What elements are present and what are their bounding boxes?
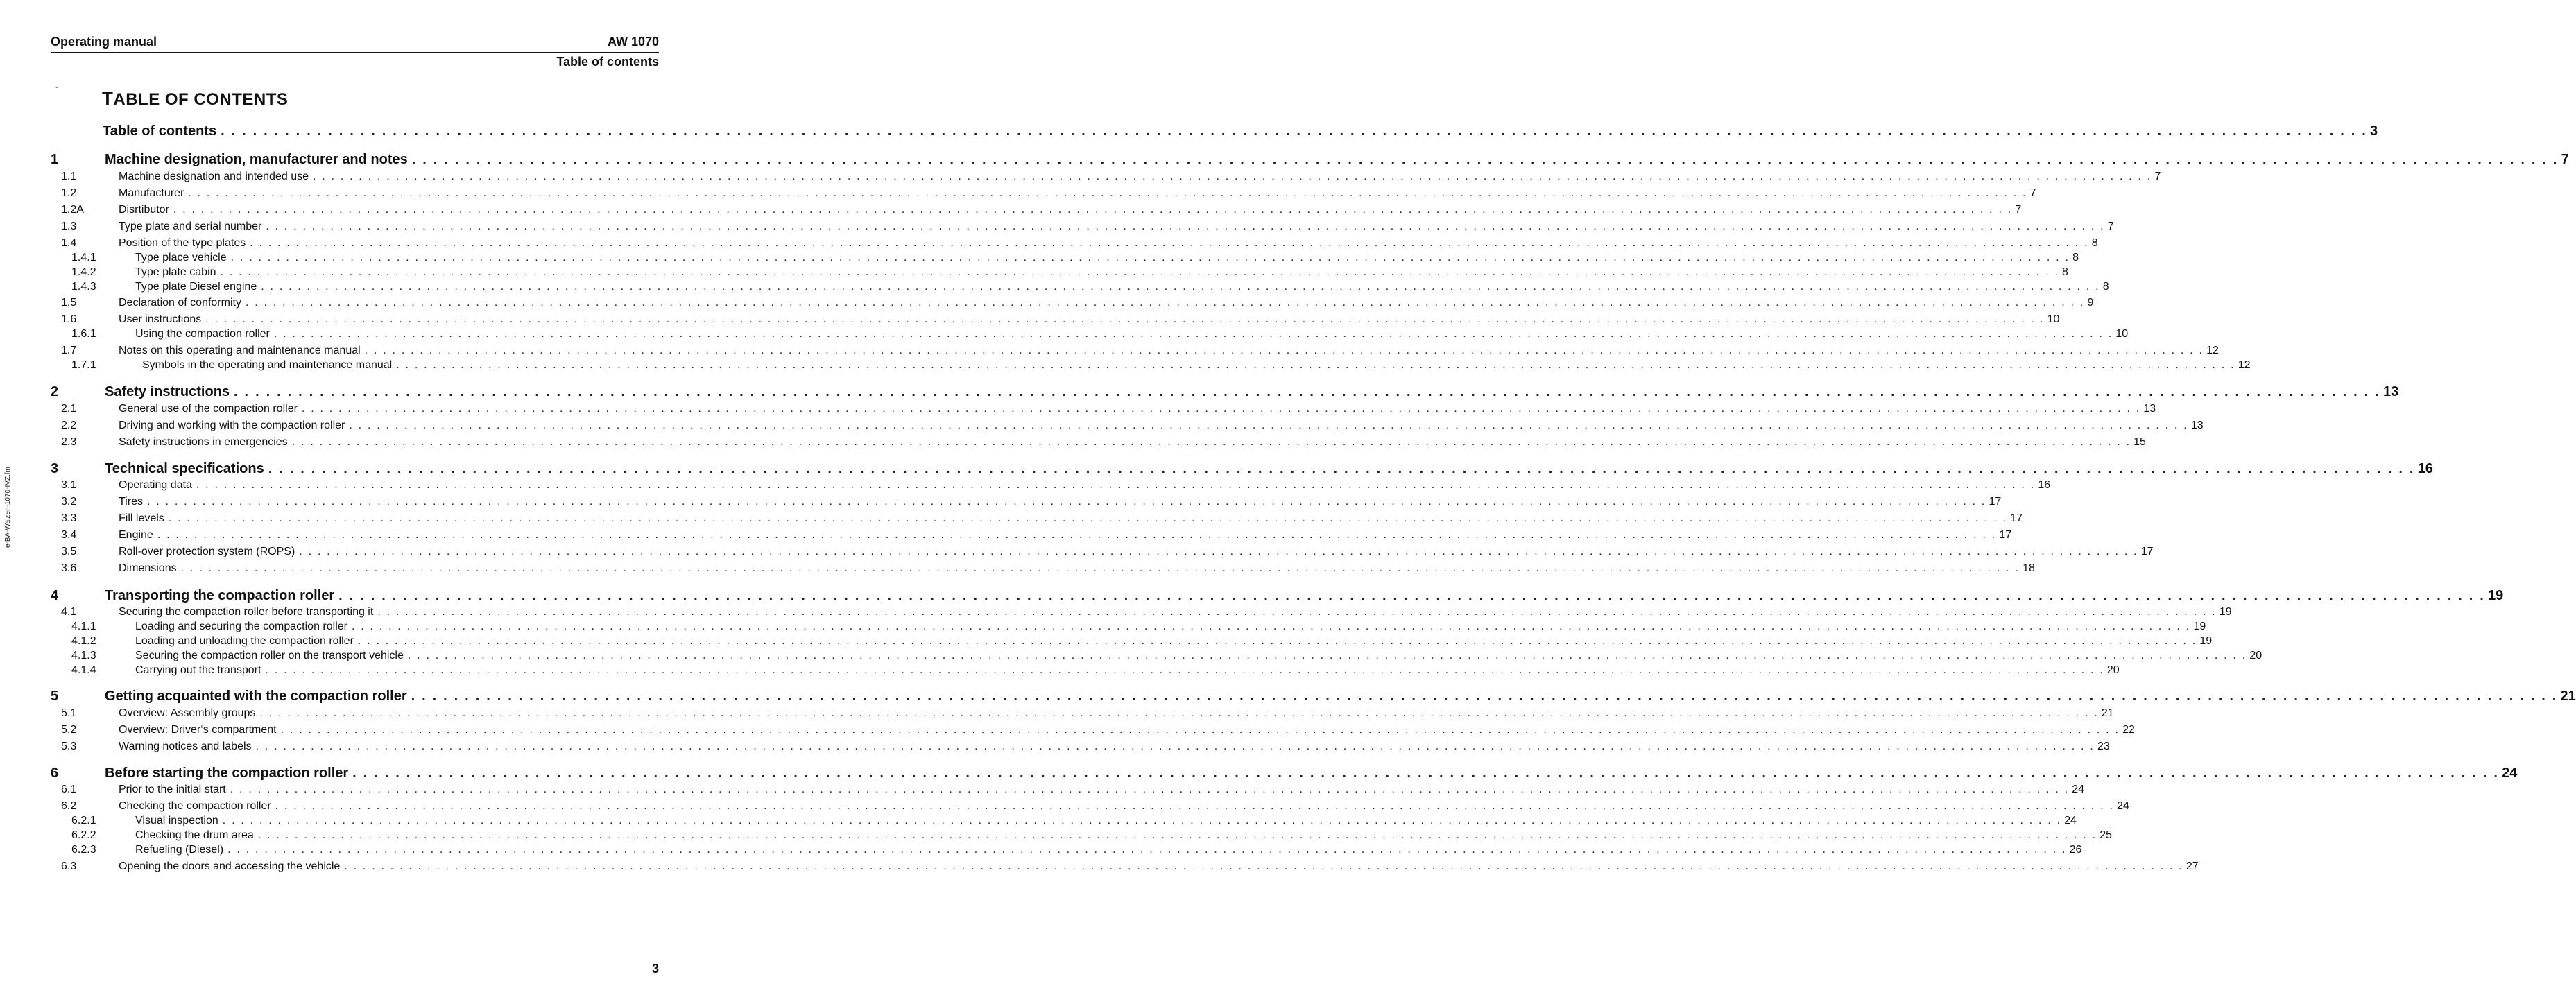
- toc-entry-line: [119, 606, 2232, 618]
- toc-leader-dots: . . . . . . . . . . . . . . . . . . . . . . . . . . . . . . . . . . . . . . . . . . . . . . . . . . . . . . . . . . . . . . . . . . . . . . . . . . . . . . . . . . . . . . . . . . . . . . . . . . . . . . . . . . . . . . . . . . . . . . . . . . . . . . . . . . . . . . . . . . . . . . . . . . . . . . . . . . . . . . . . . . . . . . . . . . . . . . . . . . . . . . . . . . . . . . . . . . . . . . . .: [255, 741, 2095, 752]
- toc-entry-line: [119, 436, 2146, 449]
- toc-entry-title: Using the compaction roller: [135, 328, 270, 340]
- toc-entry-title: User instructions: [119, 313, 202, 325]
- header-rule: [51, 52, 659, 53]
- toc-entry-page: 21: [2101, 707, 2114, 719]
- toc-entry-line: [119, 297, 2094, 309]
- toc-entry-number: 2.3: [61, 436, 77, 448]
- toc-leader-dots: . . . . . . . . . . . . . . . . . . . . . . . . . . . . . . . . . . . . . . . . . . . . . . . . . . . . . . . . . . . . . . . . . . . . . . . . . . . . . . . . . . . . . . . . . . . . . . . . . . . . . . . . . . . . . . . . . . . . . . . . . . . . . . . . . . . . . . . . . . . . . . . . . . . . . . . . . . . . . . . . . . . . . . . . . . . . . . . . . . . . . . . . . . . . . . . . . . . . . . . .: [411, 689, 2558, 704]
- toc-leader-dots: . . . . . . . . . . . . . . . . . . . . . . . . . . . . . . . . . . . . . . . . . . . . . . . . . . . . . . . . . . . . . . . . . . . . . . . . . . . . . . . . . . . . . . . . . . . . . . . . . . . . . . . . . . . . . . . . . . . . . . . . . . . . . . . . . . . . . . . . . . . . . . . . . . . . . . . . . . . . . . . . . . . . . . . . . . . . . . . . . . . . . . . . . . . . . . . . . . . . . . . .: [230, 252, 2070, 263]
- toc-entry-line: [119, 724, 2135, 736]
- toc-entry-line: [135, 650, 2262, 662]
- toc-leader-dots: . . . . . . . . . . . . . . . . . . . . . . . . . . . . . . . . . . . . . . . . . . . . . . . . . . . . . . . . . . . . . . . . . . . . . . . . . . . . . . . . . . . . . . . . . . . . . . . . . . . . . . . . . . . . . . . . . . . . . . . . . . . . . . . . . . . . . . . . . . . . . . . . . . . . . . . . . . . . . . . . . . . . . . . . . . . . . . . . . . . . . . . . . . . . . . . . . . . . . . . .: [357, 635, 2197, 647]
- toc-entry-title: Loading and unloading the compaction roller: [135, 635, 354, 647]
- toc-entry-number: 1.4.2: [71, 266, 96, 278]
- toc-entry-line: [119, 860, 2199, 873]
- toc-leader-dots: . . . . . . . . . . . . . . . . . . . . . . . . . . . . . . . . . . . . . . . . . . . . . . . . . . . . . . . . . . . . . . . . . . . . . . . . . . . . . . . . . . . . . . . . . . . . . . . . . . . . . . . . . . . . . . . . . . . . . . . . . . . . . . . . . . . . . . . . . . . . . . . . . . . . . . . . . . . . . . . . . . . . . . . . . . . . . . . . . . . . . . . . . . . . . . . . . . . . . . . .: [180, 562, 2020, 574]
- toc-entry-title: Safety instructions: [105, 384, 230, 399]
- toc-entry-number: 5.3: [61, 741, 77, 752]
- header-manual-label: Operating manual: [51, 35, 157, 49]
- toc-entry-line: [135, 281, 2109, 293]
- toc-entry-line: [119, 345, 2219, 357]
- toc-entry-title: Transporting the compaction roller: [105, 588, 335, 603]
- toc-entry-number: 1.5: [61, 297, 77, 309]
- toc-entry-line: [119, 707, 2114, 720]
- toc-entry-page: 13: [2143, 403, 2156, 415]
- toc-entry-number: 1.6: [61, 313, 77, 325]
- toc-entry-number: 1.2A: [61, 204, 84, 216]
- toc-entry-line: [119, 562, 2035, 575]
- toc-entry-number: 1.2: [61, 187, 77, 199]
- toc-leader-dots: . . . . . . . . . . . . . . . . . . . . . . . . . . . . . . . . . . . . . . . . . . . . . . . . . . . . . . . . . . . . . . . . . . . . . . . . . . . . . . . . . . . . . . . . . . . . . . . . . . . . . . . . . . . . . . . . . . . . . . . . . . . . . . . . . . . . . . . . . . . . . . . . . . . . . . . . . . . . . . . . . . . . . . . . . . . . . . . . . . . . . . . . . . . . . . . . . . . . . . . .: [377, 606, 2217, 618]
- toc-entry-number: 5.1: [61, 707, 77, 719]
- toc-leader-dots: . . . . . . . . . . . . . . . . . . . . . . . . . . . . . . . . . . . . . . . . . . . . . . . . . . . . . . . . . . . . . . . . . . . . . . . . . . . . . . . . . . . . . . . . . . . . . . . . . . . . . . . . . . . . . . . . . . . . . . . . . . . . . . . . . . . . . . . . . . . . . . . . . . . . . . . . . . . . . . . . . . . . . . . . . . . . . . . . . . . . . . . . . . . . . . . . . . . . . . . .: [312, 171, 2152, 182]
- toc-entry-number: 1.7.1: [71, 359, 96, 371]
- toc-entry-title: Fill levels: [119, 512, 164, 524]
- toc-entry-title: Carrying out the transport: [135, 664, 261, 676]
- toc-leader-dots: . . . . . . . . . . . . . . . . . . . . . . . . . . . . . . . . . . . . . . . . . . . . . . . . . . . . . . . . . . . . . . . . . . . . . . . . . . . . . . . . . . . . . . . . . . . . . . . . . . . . . . . . . . . . . . . . . . . . . . . . . . . . . . . . . . . . . . . . . . . . . . . . . . . . . . . . . . . . . . . . . . . . . . . . . . . . . . . . . . . . . . . . . . . . . . . . . . . . . . . .: [273, 328, 2113, 340]
- toc-entry-title: Safety instructions in emergencies: [119, 436, 288, 448]
- toc-entry-page: 7: [2107, 220, 2114, 232]
- toc-entry-page: 19: [2199, 635, 2213, 647]
- toc-entry-line: [119, 403, 2156, 415]
- toc-entry-title: Checking the compaction roller: [119, 800, 271, 812]
- toc-entry-number: 3.5: [61, 546, 77, 557]
- toc-entry-page: 17: [1989, 496, 2002, 508]
- toc-entry-number: 1.6.1: [71, 328, 96, 340]
- toc-entry-title: Checking the drum area: [135, 829, 254, 841]
- toc-leader-dots: . . . . . . . . . . . . . . . . . . . . . . . . . . . . . . . . . . . . . . . . . . . . . . . . . . . . . . . . . . . . . . . . . . . . . . . . . . . . . . . . . . . . . . . . . . . . . . . . . . . . . . . . . . . . . . . . . . . . . . . . . . . . . . . . . . . . . . . . . . . . . . . . . . . . . . . . . . . . . . . . . . . . . . . . . . . . . . . . . . . . . . . . . . . . . . . . . . . . . . . .: [299, 546, 2138, 557]
- toc-entry-line: [119, 419, 2204, 432]
- toc-leader-dots: . . . . . . . . . . . . . . . . . . . . . . . . . . . . . . . . . . . . . . . . . . . . . . . . . . . . . . . . . . . . . . . . . . . . . . . . . . . . . . . . . . . . . . . . . . . . . . . . . . . . . . . . . . . . . . . . . . . . . . . . . . . . . . . . . . . . . . . . . . . . . . . . . . . . . . . . . . . . . . . . . . . . . . . . . . . . . . . . . . . . . . . . . . . . . . . . . . . . . . . .: [344, 860, 2183, 872]
- toc-entry-line: [103, 123, 2378, 139]
- page-title: [102, 88, 288, 110]
- toc-entry-line: [105, 461, 2433, 477]
- toc-entry-page: 12: [2238, 359, 2251, 371]
- toc-entry-line: [119, 800, 2129, 813]
- toc-entry-page: 22: [2122, 724, 2135, 736]
- toc-entry-number: 1: [51, 152, 59, 167]
- toc-entry-page: 3: [2370, 123, 2378, 139]
- toc-entry-title: Before starting the compaction roller: [105, 765, 349, 781]
- toc-leader-dots: . . . . . . . . . . . . . . . . . . . . . . . . . . . . . . . . . . . . . . . . . . . . . . . . . . . . . . . . . . . . . . . . . . . . . . . . . . . . . . . . . . . . . . . . . . . . . . . . . . . . . . . . . . . . . . . . . . . . . . . . . . . . . . . . . . . . . . . . . . . . . . . . . . . . . . . . . . . . . . . . . . . . . . . . . . . . . . . . . . . . . . . . . . . . . . . . . . . . . . . .: [157, 529, 1997, 541]
- toc-entry-page: 7: [2154, 171, 2161, 182]
- toc-entry-line: [119, 529, 2012, 542]
- toc-entry-number: 1.3: [61, 220, 77, 232]
- toc-entry-number: 4.1.2: [71, 635, 96, 647]
- toc-entry-number: 4.1.3: [71, 650, 96, 661]
- toc-leader-dots: . . . . . . . . . . . . . . . . . . . . . . . . . . . . . . . . . . . . . . . . . . . . . . . . . . . . . . . . . . . . . . . . . . . . . . . . . . . . . . . . . . . . . . . . . . . . . . . . . . . . . . . . . . . . . . . . . . . . . . . . . . . . . . . . . . . . . . . . . . . . . . . . . . . . . . . . . . . . . . . . . . . . . . . . . . . . . . . . . . . . . . . . . . . . . . . . . . . . . . . .: [265, 664, 2104, 676]
- toc-entry-line: [135, 635, 2213, 648]
- toc-leader-dots: . . . . . . . . . . . . . . . . . . . . . . . . . . . . . . . . . . . . . . . . . . . . . . . . . . . . . . . . . . . . . . . . . . . . . . . . . . . . . . . . . . . . . . . . . . . . . . . . . . . . . . . . . . . . . . . . . . . . . . . . . . . . . . . . . . . . . . . . . . . . . . . . . . . . . . . . . . . . . . . . . . . . . . . . . . . . . . . . . . . . . . . . . . . . . . . . . . . . . . . .: [245, 297, 2085, 309]
- toc-entry-line: [135, 829, 2113, 842]
- toc-leader-dots: . . . . . . . . . . . . . . . . . . . . . . . . . . . . . . . . . . . . . . . . . . . . . . . . . . . . . . . . . . . . . . . . . . . . . . . . . . . . . . . . . . . . . . . . . . . . . . . . . . . . . . . . . . . . . . . . . . . . . . . . . . . . . . . . . . . . . . . . . . . . . . . . . . . . . . . . . . . . . . . . . . . . . . . . . . . . . . . . . . . . . . . . . . . . . . . . . . . . . . . .: [168, 512, 2008, 524]
- toc-leader-dots: . . . . . . . . . . . . . . . . . . . . . . . . . . . . . . . . . . . . . . . . . . . . . . . . . . . . . . . . . . . . . . . . . . . . . . . . . . . . . . . . . . . . . . . . . . . . . . . . . . . . . . . . . . . . . . . . . . . . . . . . . . . . . . . . . . . . . . . . . . . . . . . . . . . . . . . . . . . . . . . . . . . . . . . . . . . . . . . . . . . . . . . . . . . . . . . . . . . . . . . .: [173, 204, 2013, 216]
- toc-entry-page: 20: [2249, 650, 2262, 661]
- toc-entry-number: 3.4: [61, 529, 77, 541]
- title-rest-2: CONTENTS: [194, 90, 289, 109]
- toc-entry-page: 27: [2186, 860, 2199, 872]
- toc-entry-title: Visual inspection: [135, 815, 218, 826]
- toc-entry-number: 5.2: [61, 724, 77, 736]
- toc-entry-page: 19: [2193, 621, 2206, 632]
- toc-entry-page: 24: [2064, 815, 2077, 826]
- toc-entry-line: [135, 621, 2206, 633]
- toc-leader-dots: . . . . . . . . . . . . . . . . . . . . . . . . . . . . . . . . . . . . . . . . . . . . . . . . . . . . . . . . . . . . . . . . . . . . . . . . . . . . . . . . . . . . . . . . . . . . . . . . . . . . . . . . . . . . . . . . . . . . . . . . . . . . . . . . . . . . . . . . . . . . . . . . . . . . . . . . . . . . . . . . . . . . . . . . . . . . . . . . . . . . . . . . . . . . . . . . . . . . . . . .: [351, 621, 2191, 632]
- toc-entry-line: [119, 546, 2154, 558]
- page-number: 3: [651, 962, 659, 976]
- toc-leader-dots: . . . . . . . . . . . . . . . . . . . . . . . . . . . . . . . . . . . . . . . . . . . . . . . . . . . . . . . . . . . . . . . . . . . . . . . . . . . . . . . . . . . . . . . . . . . . . . . . . . . . . . . . . . . . . . . . . . . . . . . . . . . . . . . . . . . . . . . . . . . . . . . . . . . . . . . . . . . . . . . . . . . . . . . . . . . . . . . . . . . . . . . . . . . . . . . . . . . . . . . .: [250, 237, 2089, 249]
- toc-entry-page: 16: [2038, 479, 2051, 491]
- toc-entry-line: [119, 171, 2161, 183]
- toc-entry-page: 21: [2560, 689, 2576, 704]
- toc-entry-title: Securing the compaction roller on the transport vehicle: [135, 650, 404, 661]
- toc-entry-title: Notes on this operating and maintenance manual: [119, 345, 361, 356]
- toc-entry-page: 19: [2219, 606, 2232, 618]
- toc-entry-page: 25: [2100, 829, 2113, 841]
- toc-entry-line: [135, 252, 2079, 264]
- toc-entry-number: 6: [51, 765, 59, 781]
- toc-leader-dots: . . . . . . . . . . . . . . . . . . . . . . . . . . . . . . . . . . . . . . . . . . . . . . . . . . . . . . . . . . . . . . . . . . . . . . . . . . . . . . . . . . . . . . . . . . . . . . . . . . . . . . . . . . . . . . . . . . . . . . . . . . . . . . . . . . . . . . . . . . . . . . . . . . . . . . . . . . . . . . . . . . . . . . . . . . . . . . . . . . . . . . . . . . . . . . . . . . . . . . . .: [266, 220, 2105, 232]
- toc-entry-line: [135, 266, 2068, 279]
- toc-entry-number: 1.4.3: [71, 281, 96, 293]
- toc-leader-dots: . . . . . . . . . . . . . . . . . . . . . . . . . . . . . . . . . . . . . . . . . . . . . . . . . . . . . . . . . . . . . . . . . . . . . . . . . . . . . . . . . . . . . . . . . . . . . . . . . . . . . . . . . . . . . . . . . . . . . . . . . . . . . . . . . . . . . . . . . . . . . . . . . . . . . . . . . . . . . . . . . . . . . . . . . . . . . . . . . . . . . . . . . . . . . . . . . . . . . . . .: [261, 281, 2100, 293]
- toc-leader-dots: . . . . . . . . . . . . . . . . . . . . . . . . . . . . . . . . . . . . . . . . . . . . . . . . . . . . . . . . . . . . . . . . . . . . . . . . . . . . . . . . . . . . . . . . . . . . . . . . . . . . . . . . . . . . . . . . . . . . . . . . . . . . . . . . . . . . . . . . . . . . . . . . . . . . . . . . . . . . . . . . . . . . . . . . . . . . . . . . . . . . . . . . . . . . . . . . . . . . . . . .: [230, 784, 2070, 795]
- toc-entry-page: 24: [2072, 784, 2085, 795]
- toc-entry-line: [119, 237, 2098, 250]
- toc-entry-title: Overview: Driver‘s compartment: [119, 724, 277, 736]
- toc-entry-number: 4.1.4: [71, 664, 96, 676]
- toc-entry-line: [105, 689, 2576, 704]
- toc-entry-title: Position of the type plates: [119, 237, 246, 249]
- toc-entry-number: 5: [51, 689, 59, 704]
- toc-entry-page: 26: [2069, 844, 2082, 856]
- toc-entry-title: Type plate Diesel engine: [135, 281, 257, 293]
- toc-entry-title: Opening the doors and accessing the vehicle: [119, 860, 341, 872]
- toc-entry-page: 9: [2087, 297, 2094, 309]
- toc-leader-dots: . . . . . . . . . . . . . . . . . . . . . . . . . . . . . . . . . . . . . . . . . . . . . . . . . . . . . . . . . . . . . . . . . . . . . . . . . . . . . . . . . . . . . . . . . . . . . . . . . . . . . . . . . . . . . . . . . . . . . . . . . . . . . . . . . . . . . . . . . . . . . . . . . . . . . . . . . . . . . . . . . . . . . . . . . . . . . . . . . . . . . . . . . . . . . . . . . . . . . . . .: [275, 800, 2115, 812]
- toc-entry-page: 17: [1999, 529, 2012, 541]
- toc-entry-page: 7: [2029, 187, 2036, 199]
- toc-leader-dots: . . . . . . . . . . . . . . . . . . . . . . . . . . . . . . . . . . . . . . . . . . . . . . . . . . . . . . . . . . . . . . . . . . . . . . . . . . . . . . . . . . . . . . . . . . . . . . . . . . . . . . . . . . . . . . . . . . . . . . . . . . . . . . . . . . . . . . . . . . . . . . . . . . . . . . . . . . . . . . . . . . . . . . . . . . . . . . . . . . . . . . . . . . . . . . . . . . . . . . . .: [221, 123, 2367, 139]
- toc-entry-line: [105, 152, 2569, 168]
- toc-entry-number: 1.4.1: [71, 252, 96, 263]
- toc-entry-number: 2.2: [61, 419, 77, 431]
- toc-entry-page: 12: [2206, 345, 2219, 356]
- toc-leader-dots: . . . . . . . . . . . . . . . . . . . . . . . . . . . . . . . . . . . . . . . . . . . . . . . . . . . . . . . . . . . . . . . . . . . . . . . . . . . . . . . . . . . . . . . . . . . . . . . . . . . . . . . . . . . . . . . . . . . . . . . . . . . . . . . . . . . . . . . . . . . . . . . . . . . . . . . . . . . . . . . . . . . . . . . . . . . . . . . . . . . . . . . . . . . . . . . . . . . . . . . .: [205, 313, 2045, 325]
- toc-entry-line: [119, 313, 2060, 326]
- toc-entry-title: Engine: [119, 529, 153, 541]
- toc-entry-line: [135, 844, 2082, 856]
- toc-entry-page: 7: [2561, 152, 2569, 167]
- toc-entry-title: Symbols in the operating and maintenance manual: [142, 359, 393, 371]
- toc-leader-dots: . . . . . . . . . . . . . . . . . . . . . . . . . . . . . . . . . . . . . . . . . . . . . . . . . . . . . . . . . . . . . . . . . . . . . . . . . . . . . . . . . . . . . . . . . . . . . . . . . . . . . . . . . . . . . . . . . . . . . . . . . . . . . . . . . . . . . . . . . . . . . . . . . . . . . . . . . . . . . . . . . . . . . . . . . . . . . . . . . . . . . . . . . . . . . . . . . . . . . . . .: [364, 345, 2204, 356]
- toc-entry-page: 17: [2140, 546, 2154, 557]
- toc-entry-title: Type plate cabin: [135, 266, 216, 278]
- toc-entry-title: Roll-over protection system (ROPS): [119, 546, 295, 557]
- toc-entry-line: [119, 187, 2036, 200]
- toc-entry-number: 4.1: [61, 606, 77, 618]
- toc-entry-title: Dimensions: [119, 562, 177, 574]
- toc-entry-title: Type place vehicle: [135, 252, 227, 263]
- toc-leader-dots: . . . . . . . . . . . . . . . . . . . . . . . . . . . . . . . . . . . . . . . . . . . . . . . . . . . . . . . . . . . . . . . . . . . . . . . . . . . . . . . . . . . . . . . . . . . . . . . . . . . . . . . . . . . . . . . . . . . . . . . . . . . . . . . . . . . . . . . . . . . . . . . . . . . . . . . . . . . . . . . . . . . . . . . . . . . . . . . . . . . . . . . . . . . . . . . . . . . . . . . .: [291, 436, 2131, 448]
- toc-entry-title: Operating data: [119, 479, 192, 491]
- toc-entry-page: 10: [2047, 313, 2060, 325]
- toc-leader-dots: . . . . . . . . . . . . . . . . . . . . . . . . . . . . . . . . . . . . . . . . . . . . . . . . . . . . . . . . . . . . . . . . . . . . . . . . . . . . . . . . . . . . . . . . . . . . . . . . . . . . . . . . . . . . . . . . . . . . . . . . . . . . . . . . . . . . . . . . . . . . . . . . . . . . . . . . . . . . . . . . . . . . . . . . . . . . . . . . . . . . . . . . . . . . . . . . . . . . . . . .: [234, 384, 2380, 399]
- toc-entry-title: Machine designation, manufacturer and notes: [105, 152, 408, 167]
- toc-entry-title: Type plate and serial number: [119, 220, 262, 232]
- toc-entry-page: 17: [2010, 512, 2023, 524]
- title-rest: ABLE OF: [113, 90, 194, 109]
- toc-entry-number: 6.2.3: [71, 844, 96, 856]
- toc-entry-number: 2.1: [61, 403, 77, 415]
- toc-leader-dots: . . . . . . . . . . . . . . . . . . . . . . . . . . . . . . . . . . . . . . . . . . . . . . . . . . . . . . . . . . . . . . . . . . . . . . . . . . . . . . . . . . . . . . . . . . . . . . . . . . . . . . . . . . . . . . . . . . . . . . . . . . . . . . . . . . . . . . . . . . . . . . . . . . . . . . . . . . . . . . . . . . . . . . . . . . . . . . . . . . . . . . . . . . . . . . . . . . . . . . . .: [257, 829, 2097, 841]
- toc-entry-line: [142, 359, 2251, 372]
- toc-entry-number: 2: [51, 384, 59, 399]
- toc-entry-title: Declaration of conformity: [119, 297, 241, 309]
- toc-entry-line: [119, 220, 2114, 233]
- toc-entry-page: 16: [2417, 461, 2433, 476]
- toc-entry-number: 3.1: [61, 479, 77, 491]
- toc-leader-dots: . . . . . . . . . . . . . . . . . . . . . . . . . . . . . . . . . . . . . . . . . . . . . . . . . . . . . . . . . . . . . . . . . . . . . . . . . . . . . . . . . . . . . . . . . . . . . . . . . . . . . . . . . . . . . . . . . . . . . . . . . . . . . . . . . . . . . . . . . . . . . . . . . . . . . . . . . . . . . . . . . . . . . . . . . . . . . . . . . . . . . . . . . . . . . . . . . . . . . . . .: [268, 461, 2415, 476]
- toc-entry-line: [119, 204, 2022, 216]
- toc-entry-page: 24: [2117, 800, 2129, 812]
- toc-leader-dots: . . . . . . . . . . . . . . . . . . . . . . . . . . . . . . . . . . . . . . . . . . . . . . . . . . . . . . . . . . . . . . . . . . . . . . . . . . . . . . . . . . . . . . . . . . . . . . . . . . . . . . . . . . . . . . . . . . . . . . . . . . . . . . . . . . . . . . . . . . . . . . . . . . . . . . . . . . . . . . . . . . . . . . . . . . . . . . . . . . . . . . . . . . . . . . . . . . . . . . . .: [411, 152, 2559, 167]
- toc-entry-title: Securing the compaction roller before transporting it: [119, 606, 374, 618]
- toc-entry-title: Getting acquainted with the compaction roller: [105, 689, 407, 704]
- toc-entry-line: [119, 479, 2051, 492]
- toc-entry-number: 3: [51, 461, 59, 476]
- toc-entry-line: [135, 328, 2129, 340]
- toc-entry-page: 8: [2102, 281, 2109, 293]
- toc-entry-title: Technical specifications: [105, 461, 264, 476]
- toc-entry-number: 6.2.1: [71, 815, 96, 826]
- toc-leader-dots: . . . . . . . . . . . . . . . . . . . . . . . . . . . . . . . . . . . . . . . . . . . . . . . . . . . . . . . . . . . . . . . . . . . . . . . . . . . . . . . . . . . . . . . . . . . . . . . . . . . . . . . . . . . . . . . . . . . . . . . . . . . . . . . . . . . . . . . . . . . . . . . . . . . . . . . . . . . . . . . . . . . . . . . . . . . . . . . . . . . . . . . . . . . . . . . . . . . . . . . .: [222, 815, 2062, 826]
- toc-entry-title: Warning notices and labels: [119, 741, 252, 752]
- toc-entry-page: 19: [2488, 588, 2504, 603]
- toc-entry-page: 13: [2382, 384, 2399, 399]
- toc-leader-dots: . . . . . . . . . . . . . . . . . . . . . . . . . . . . . . . . . . . . . . . . . . . . . . . . . . . . . . . . . . . . . . . . . . . . . . . . . . . . . . . . . . . . . . . . . . . . . . . . . . . . . . . . . . . . . . . . . . . . . . . . . . . . . . . . . . . . . . . . . . . . . . . . . . . . . . . . . . . . . . . . . . . . . . . . . . . . . . . . . . . . . . . . . . . . . . . . . . . . . . . .: [301, 403, 2141, 415]
- toc-leader-dots: . . . . . . . . . . . . . . . . . . . . . . . . . . . . . . . . . . . . . . . . . . . . . . . . . . . . . . . . . . . . . . . . . . . . . . . . . . . . . . . . . . . . . . . . . . . . . . . . . . . . . . . . . . . . . . . . . . . . . . . . . . . . . . . . . . . . . . . . . . . . . . . . . . . . . . . . . . . . . . . . . . . . . . . . . . . . . . . . . . . . . . . . . . . . . . . . . . . . . . . .: [396, 359, 2235, 371]
- toc-entry-number: 1.7: [61, 345, 77, 356]
- toc-entry-title: Loading and securing the compaction roller: [135, 621, 347, 632]
- toc-entry-title: Table of contents: [103, 123, 217, 139]
- toc-entry-page: 8: [2072, 252, 2079, 263]
- toc-entry-title: Manufacturer: [119, 187, 184, 199]
- toc-entry-page: 24: [2502, 765, 2518, 781]
- toc-entry-title: Prior to the initial start: [119, 784, 226, 795]
- toc-leader-dots: . . . . . . . . . . . . . . . . . . . . . . . . . . . . . . . . . . . . . . . . . . . . . . . . . . . . . . . . . . . . . . . . . . . . . . . . . . . . . . . . . . . . . . . . . . . . . . . . . . . . . . . . . . . . . . . . . . . . . . . . . . . . . . . . . . . . . . . . . . . . . . . . . . . . . . . . . . . . . . . . . . . . . . . . . . . . . . . . . . . . . . . . . . . . . . . . . . . . . . . .: [227, 844, 2067, 856]
- header-section-label: Table of contents: [556, 55, 659, 69]
- toc-entry-title: Machine designation and intended use: [119, 171, 309, 182]
- toc-entry-line: [135, 664, 2120, 677]
- toc-leader-dots: . . . . . . . . . . . . . . . . . . . . . . . . . . . . . . . . . . . . . . . . . . . . . . . . . . . . . . . . . . . . . . . . . . . . . . . . . . . . . . . . . . . . . . . . . . . . . . . . . . . . . . . . . . . . . . . . . . . . . . . . . . . . . . . . . . . . . . . . . . . . . . . . . . . . . . . . . . . . . . . . . . . . . . . . . . . . . . . . . . . . . . . . . . . . . . . . . . . . . . . .: [352, 765, 2500, 781]
- toc-leader-dots: . . . . . . . . . . . . . . . . . . . . . . . . . . . . . . . . . . . . . . . . . . . . . . . . . . . . . . . . . . . . . . . . . . . . . . . . . . . . . . . . . . . . . . . . . . . . . . . . . . . . . . . . . . . . . . . . . . . . . . . . . . . . . . . . . . . . . . . . . . . . . . . . . . . . . . . . . . . . . . . . . . . . . . . . . . . . . . . . . . . . . . . . . . . . . . . . . . . . . . . .: [220, 266, 2060, 278]
- toc-entry-title: Disrtibutor: [119, 204, 169, 216]
- toc-entry-number: 4: [51, 588, 59, 603]
- toc-leader-dots: . . . . . . . . . . . . . . . . . . . . . . . . . . . . . . . . . . . . . . . . . . . . . . . . . . . . . . . . . . . . . . . . . . . . . . . . . . . . . . . . . . . . . . . . . . . . . . . . . . . . . . . . . . . . . . . . . . . . . . . . . . . . . . . . . . . . . . . . . . . . . . . . . . . . . . . . . . . . . . . . . . . . . . . . . . . . . . . . . . . . . . . . . . . . . . . . . . . . . . . .: [280, 724, 2120, 736]
- toc-entry-page: 13: [2190, 419, 2204, 431]
- toc-entry-line: [105, 384, 2399, 400]
- toc-entry-title: Driving and working with the compaction roller: [119, 419, 345, 431]
- toc-entry-page: 10: [2115, 328, 2129, 340]
- toc-entry-line: [105, 765, 2518, 781]
- toc-entry-number: 3.2: [61, 496, 77, 508]
- toc-entry-number: 6.2: [61, 800, 77, 812]
- toc-entry-page: 23: [2097, 741, 2110, 752]
- toc-entry-number: 3.6: [61, 562, 77, 574]
- margin-mark: -: [55, 82, 58, 92]
- toc-entry-line: [119, 512, 2023, 525]
- toc-leader-dots: . . . . . . . . . . . . . . . . . . . . . . . . . . . . . . . . . . . . . . . . . . . . . . . . . . . . . . . . . . . . . . . . . . . . . . . . . . . . . . . . . . . . . . . . . . . . . . . . . . . . . . . . . . . . . . . . . . . . . . . . . . . . . . . . . . . . . . . . . . . . . . . . . . . . . . . . . . . . . . . . . . . . . . . . . . . . . . . . . . . . . . . . . . . . . . . . . . . . . . . .: [196, 479, 2036, 491]
- title-initial: T: [102, 88, 114, 109]
- toc-entry-title: Overview: Assembly groups: [119, 707, 256, 719]
- toc-entry-number: 6.3: [61, 860, 77, 872]
- toc-entry-title: Tires: [119, 496, 143, 508]
- toc-entry-page: 15: [2133, 436, 2146, 448]
- toc-entry-page: 8: [2091, 237, 2098, 249]
- toc-entry-line: [105, 588, 2504, 604]
- toc-entry-line: [119, 496, 2002, 508]
- toc-entry-page: 20: [2106, 664, 2120, 676]
- toc-entry-title: General use of the compaction roller: [119, 403, 298, 415]
- header-model-label: AW 1070: [607, 35, 659, 49]
- toc-leader-dots: . . . . . . . . . . . . . . . . . . . . . . . . . . . . . . . . . . . . . . . . . . . . . . . . . . . . . . . . . . . . . . . . . . . . . . . . . . . . . . . . . . . . . . . . . . . . . . . . . . . . . . . . . . . . . . . . . . . . . . . . . . . . . . . . . . . . . . . . . . . . . . . . . . . . . . . . . . . . . . . . . . . . . . . . . . . . . . . . . . . . . . . . . . . . . . . . . . . . . . . .: [188, 187, 2027, 199]
- toc-entry-line: [135, 815, 2077, 827]
- toc-entry-number: 6.2.2: [71, 829, 96, 841]
- toc-entry-number: 4.1.1: [71, 621, 96, 632]
- toc-entry-line: [119, 784, 2085, 796]
- toc-leader-dots: . . . . . . . . . . . . . . . . . . . . . . . . . . . . . . . . . . . . . . . . . . . . . . . . . . . . . . . . . . . . . . . . . . . . . . . . . . . . . . . . . . . . . . . . . . . . . . . . . . . . . . . . . . . . . . . . . . . . . . . . . . . . . . . . . . . . . . . . . . . . . . . . . . . . . . . . . . . . . . . . . . . . . . . . . . . . . . . . . . . . . . . . . . . . . . . . . . . . . . . .: [407, 650, 2247, 661]
- toc-leader-dots: . . . . . . . . . . . . . . . . . . . . . . . . . . . . . . . . . . . . . . . . . . . . . . . . . . . . . . . . . . . . . . . . . . . . . . . . . . . . . . . . . . . . . . . . . . . . . . . . . . . . . . . . . . . . . . . . . . . . . . . . . . . . . . . . . . . . . . . . . . . . . . . . . . . . . . . . . . . . . . . . . . . . . . . . . . . . . . . . . . . . . . . . . . . . . . . . . . . . . . . .: [349, 419, 2188, 431]
- toc-leader-dots: . . . . . . . . . . . . . . . . . . . . . . . . . . . . . . . . . . . . . . . . . . . . . . . . . . . . . . . . . . . . . . . . . . . . . . . . . . . . . . . . . . . . . . . . . . . . . . . . . . . . . . . . . . . . . . . . . . . . . . . . . . . . . . . . . . . . . . . . . . . . . . . . . . . . . . . . . . . . . . . . . . . . . . . . . . . . . . . . . . . . . . . . . . . . . . . . . . . . . . . .: [146, 496, 1986, 508]
- toc-entry-page: 7: [2015, 204, 2022, 216]
- toc-entry-number: 6.1: [61, 784, 77, 795]
- toc-entry-line: [119, 741, 2110, 753]
- toc-leader-dots: . . . . . . . . . . . . . . . . . . . . . . . . . . . . . . . . . . . . . . . . . . . . . . . . . . . . . . . . . . . . . . . . . . . . . . . . . . . . . . . . . . . . . . . . . . . . . . . . . . . . . . . . . . . . . . . . . . . . . . . . . . . . . . . . . . . . . . . . . . . . . . . . . . . . . . . . . . . . . . . . . . . . . . . . . . . . . . . . . . . . . . . . . . . . . . . . . . . . . . . .: [259, 707, 2099, 719]
- toc-entry-title: Refueling (Diesel): [135, 844, 224, 856]
- side-file-label: e-BA-Walzen-1070-IVZ.fm: [4, 467, 12, 548]
- toc-entry-number: 1.1: [61, 171, 77, 182]
- toc-leader-dots: . . . . . . . . . . . . . . . . . . . . . . . . . . . . . . . . . . . . . . . . . . . . . . . . . . . . . . . . . . . . . . . . . . . . . . . . . . . . . . . . . . . . . . . . . . . . . . . . . . . . . . . . . . . . . . . . . . . . . . . . . . . . . . . . . . . . . . . . . . . . . . . . . . . . . . . . . . . . . . . . . . . . . . . . . . . . . . . . . . . . . . . . . . . . . . . . . . . . . . . .: [338, 588, 2486, 603]
- toc-entry-number: 1.4: [61, 237, 77, 249]
- toc-entry-page: 18: [2023, 562, 2035, 574]
- toc-entry-page: 8: [2062, 266, 2068, 278]
- toc-entry-number: 3.3: [61, 512, 77, 524]
